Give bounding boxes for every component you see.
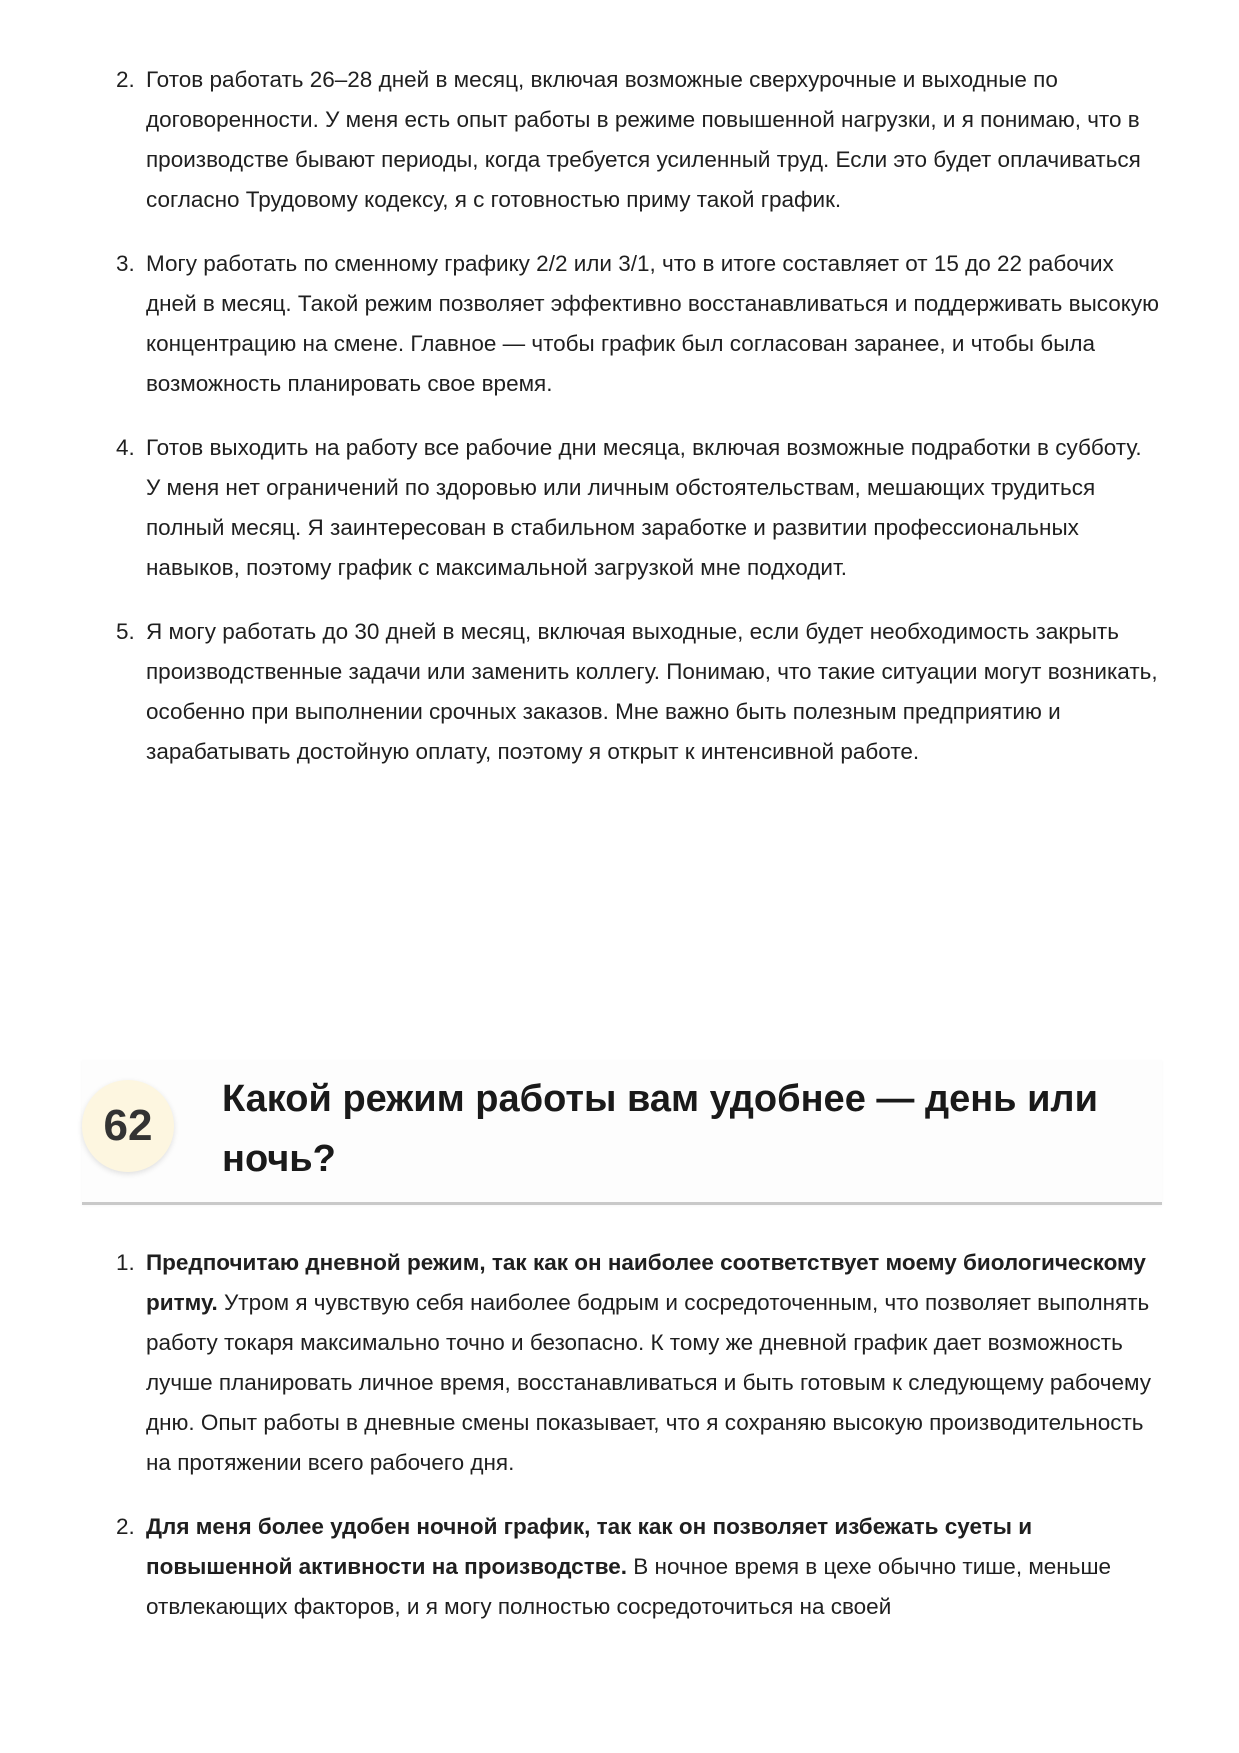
list-item: [116, 1243, 1160, 1483]
list-item-number: 2.: [116, 1514, 135, 1539]
list-item-number: 4.: [116, 435, 135, 460]
list-item-text: Могу работать по сменному графику 2/2 или 3/1, что в итоге составляет от 15 до 22 рабочих дней в месяц. Такой режим позволяет эффективно восстанавливаться и поддерживать высокую концентрацию на смене. Главное — чтобы график был согласован заранее, и чтобы была возможность планировать свое время.: [146, 251, 1160, 396]
list-item: [116, 1507, 1160, 1627]
list-item-text: Готов выходить на работу все рабочие дни месяца, включая возможные подработки в субботу. У меня нет ограничений по здоровью или личным обстоятельствам, мешающих трудиться полный месяц. Я заинтересован в стабильном заработке и развитии профессиональных навыков, поэтому график с максимальной загрузкой мне подходит.: [146, 435, 1142, 580]
list-item-lead: Для меня более удобен ночной график, так как он позволяет избежать суеты и повышенной активности на производстве.: [146, 1514, 1033, 1579]
list-item: [116, 428, 1160, 588]
list-item: [116, 244, 1160, 404]
question-header: [82, 1060, 1162, 1205]
list-item-number: 3.: [116, 251, 135, 276]
answer-list-previous-question: [116, 60, 1160, 796]
list-item-text: Утром я чувствую себя наиболее бодрым и сосредоточенным, что позволяет выполнять работу токаря максимально точно и безопасно. К тому же дневной график дает возможность лучше планировать личное время, восстанавливаться и быть готовым к следующему рабочему дню. Опыт работы в дневные смены показывает, что я сохраняю высокую производительность на протяжении всего рабочего дня.: [146, 1290, 1151, 1475]
list-item: [116, 60, 1160, 220]
list-item-number: 5.: [116, 619, 135, 644]
list-item-text: В ночное время в цехе обычно тише, меньше отвлекающих факторов, и я могу полностью сосредоточиться на своей: [146, 1554, 1112, 1619]
question-title: Какой режим работы вам удобнее — день или ночь?: [222, 1078, 1098, 1180]
list-item-text: Готов работать 26–28 дней в месяц, включая возможные сверхурочные и выходные по договоренности. У меня есть опыт работы в режиме повышенной нагрузки, и я понимаю, что в производстве бывают периоды, когда требуется усиленный труд. Если это будет оплачиваться согласно Трудовому кодексу, я с готовностью приму такой график.: [146, 67, 1141, 212]
list-item: [116, 612, 1160, 772]
question-number-badge: 62: [82, 1080, 174, 1172]
list-item-number: 2.: [116, 67, 135, 92]
list-item-number: 1.: [116, 1250, 135, 1275]
list-item-text: Я могу работать до 30 дней в месяц, включая выходные, если будет необходимость закрыть производственные задачи или заменить коллегу. Понимаю, что такие ситуации могут возникать, особенно при выполнении срочных заказов. Мне важно быть полезным предприятию и зарабатывать достойную оплату, поэтому я открыт к интенсивной работе.: [146, 619, 1158, 764]
list-item-lead: Предпочитаю дневной режим, так как он наиболее соответствует моему биологическому ритму.: [146, 1250, 1146, 1315]
answer-list: [116, 1243, 1160, 1651]
